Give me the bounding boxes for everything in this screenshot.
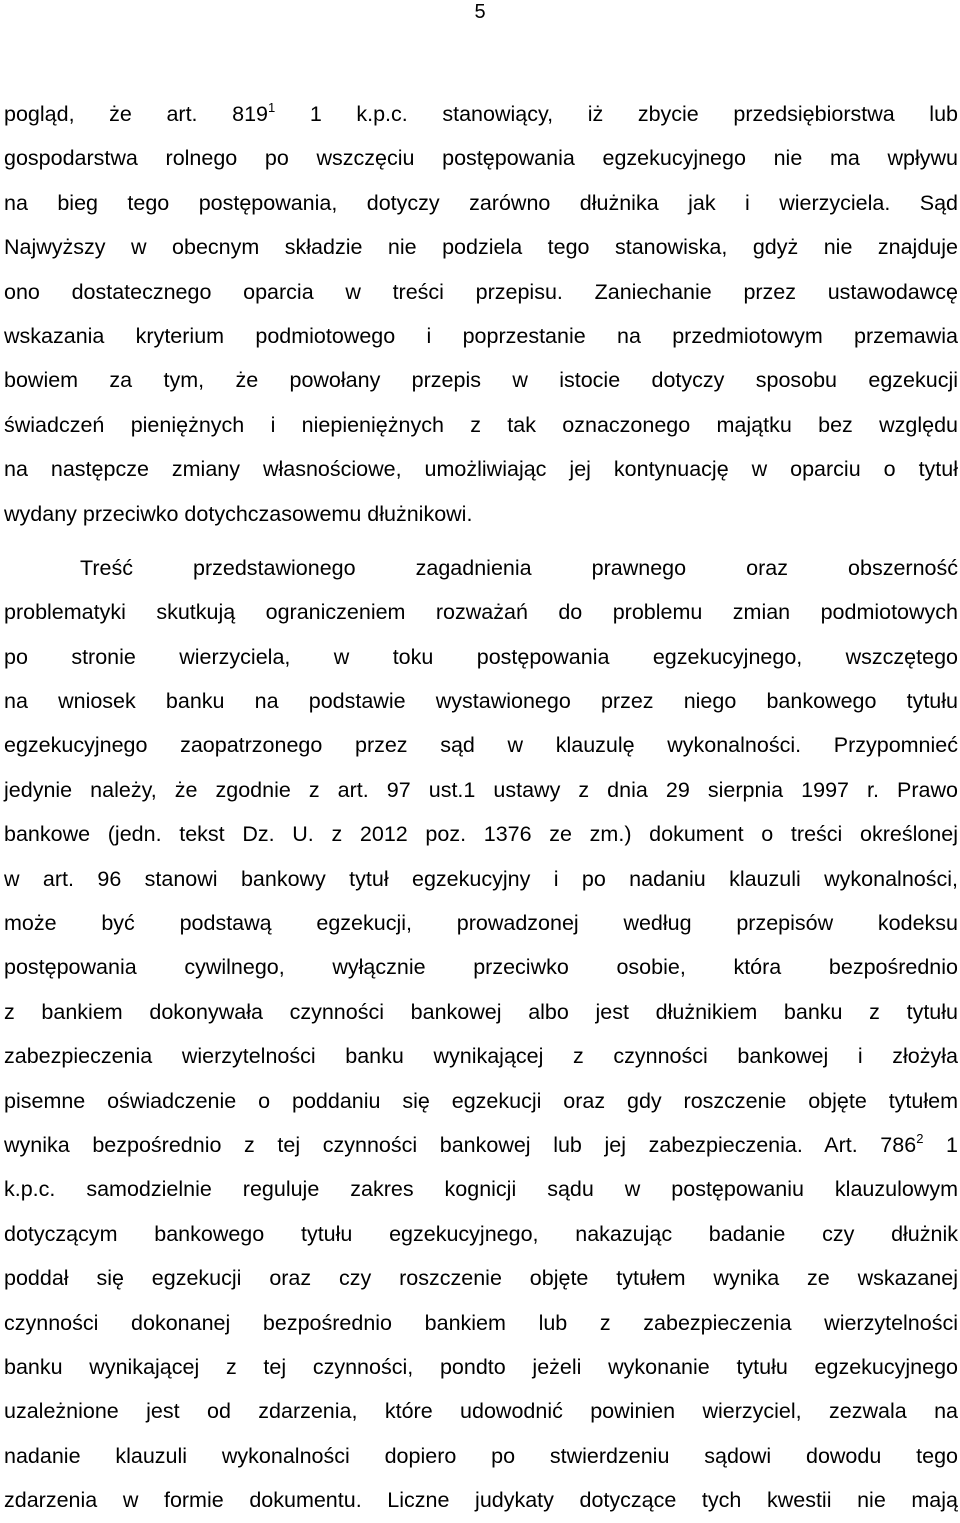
text-line: [4, 1034, 958, 1078]
text-line: [4, 590, 958, 634]
line-text: pogląd, że art. 819: [4, 102, 268, 126]
line-text: problematyki skutkują ograniczeniem rozważań do problemu zmian podmiotowych: [4, 600, 958, 625]
text-line: [4, 945, 958, 989]
text-line: [4, 1167, 958, 1211]
text-line: [4, 447, 958, 491]
line-text: z bankiem dokonywała czynności bankowej albo jest dłużnikiem banku z tytułu: [4, 999, 958, 1024]
text-line: [4, 225, 958, 269]
line-text: dotyczącym bankowego tytułu egzekucyjnego, nakazując badanie czy dłużnik: [4, 1221, 958, 1246]
text-line: [4, 768, 958, 812]
text-line: [4, 492, 958, 536]
text-line: [4, 1079, 958, 1123]
text-line: [4, 1389, 958, 1433]
text-line: [4, 723, 958, 767]
page-number: 5: [474, 1, 486, 23]
text-line: [4, 857, 958, 901]
line-text: Najwyższy w obecnym składzie nie podziela tego stanowiska, gdyż nie znajduje: [4, 235, 958, 260]
line-text: gospodarstwa rolnego po wszczęciu postępowania egzekucyjnego nie ma wpływu: [4, 146, 958, 171]
text-line: [4, 635, 958, 679]
line-text: świadczeń pieniężnych i niepieniężnych z tak oznaczonego majątku bez względu: [4, 412, 958, 437]
line-text: k.p.c. samodzielnie reguluje zakres kognicji sądu w postępowaniu klauzulowym: [4, 1177, 958, 1202]
line-text: Treść przedstawionego zagadnienia prawnego oraz obszerność: [80, 555, 958, 580]
line-text: wynika bezpośrednio z tej czynności bankowej lub jej zabezpieczenia. Art. 786: [4, 1132, 917, 1157]
line-text: może być podstawą egzekucji, prowadzonej według przepisów kodeksu: [4, 911, 958, 936]
document-body: [4, 92, 958, 1523]
text-line: [4, 546, 958, 590]
line-text: wskazania kryterium podmiotowego i poprzestanie na przedmiotowym przemawia: [4, 323, 958, 348]
line-text: wydany przeciwko dotychczasowemu dłużnikowi.: [4, 501, 473, 526]
paragraph-gap: [4, 536, 958, 546]
text-line: [4, 1345, 958, 1389]
line-text: na następcze zmiany własnościowe, umożliwiając jej kontynuację w oparciu o tytuł: [4, 457, 958, 482]
text-line: [4, 1434, 958, 1478]
text-line: [4, 92, 958, 136]
text-line: [4, 990, 958, 1034]
superscript: 2: [916, 1130, 924, 1146]
text-line: [4, 679, 958, 723]
line-text: na wniosek banku na podstawie wystawionego przez niego bankowego tytułu: [4, 689, 958, 714]
paragraph: [4, 546, 958, 1523]
text-line: [4, 314, 958, 358]
line-text: nadanie klauzuli wykonalności dopiero po stwierdzeniu sądowi dowodu tego: [4, 1443, 958, 1468]
text-line: [4, 901, 958, 945]
line-text: jedynie należy, że zgodnie z art. 97 ust.1 ustawy z dnia 29 sierpnia 1997 r. Prawo: [4, 777, 958, 802]
text-line: [4, 403, 958, 447]
text-line: [4, 270, 958, 314]
text-line: [4, 1212, 958, 1256]
text-line: [4, 181, 958, 225]
line-text: po stronie wierzyciela, w toku postępowania egzekucyjnego, wszczętego: [4, 644, 958, 669]
text-line: [4, 812, 958, 856]
line-text: bankowe (jedn. tekst Dz. U. z 2012 poz. 1376 ze zm.) dokument o treści określonej: [4, 822, 958, 847]
text-line: [4, 1478, 958, 1522]
line-text: na bieg tego postępowania, dotyczy zarówno dłużnika jak i wierzyciela. Sąd: [4, 190, 958, 215]
line-text: bowiem za tym, że powołany przepis w istocie dotyczy sposobu egzekucji: [4, 368, 958, 393]
paragraph: [4, 92, 958, 536]
line-text: czynności dokonanej bezpośrednio bankiem lub z zabezpieczenia wierzytelności: [4, 1310, 958, 1335]
line-text: pisemne oświadczenie o poddaniu się egzekucji oraz gdy roszczenie objęte tytułem: [4, 1088, 958, 1113]
line-text: zdarzenia w formie dokumentu. Liczne judykaty dotyczące tych kwestii nie mają: [4, 1488, 958, 1513]
text-line: [4, 1256, 958, 1300]
line-text: w art. 96 stanowi bankowy tytuł egzekucyjny i po nadaniu klauzuli wykonalności,: [4, 866, 958, 891]
line-text: egzekucyjnego zaopatrzonego przez sąd w klauzulę wykonalności. Przypomnieć: [4, 733, 958, 758]
text-line: [4, 136, 958, 180]
line-text: 1 k.p.c. stanowiący, iż zbycie przedsiębiorstwa lub: [275, 102, 958, 126]
text-line: [4, 1301, 958, 1345]
line-text: zabezpieczenia wierzytelności banku wynikającej z czynności bankowej i złożyła: [4, 1044, 958, 1069]
line-text: ono dostatecznego oparcia w treści przepisu. Zaniechanie przez ustawodawcę: [4, 279, 958, 304]
superscript: 1: [267, 100, 276, 115]
line-text: postępowania cywilnego, wyłącznie przeciwko osobie, która bezpośrednio: [4, 955, 958, 980]
line-text: uzależnione jest od zdarzenia, które udowodnić powinien wierzyciel, zezwala na: [4, 1399, 958, 1424]
line-text: poddał się egzekucji oraz czy roszczenie objęte tytułem wynika ze wskazanej: [4, 1266, 958, 1291]
line-text: banku wynikającej z tej czynności, pondto jeżeli wykonanie tytułu egzekucyjnego: [4, 1354, 958, 1379]
line-text: 1: [923, 1132, 958, 1157]
text-line: [4, 358, 958, 402]
text-line: [4, 1123, 958, 1167]
